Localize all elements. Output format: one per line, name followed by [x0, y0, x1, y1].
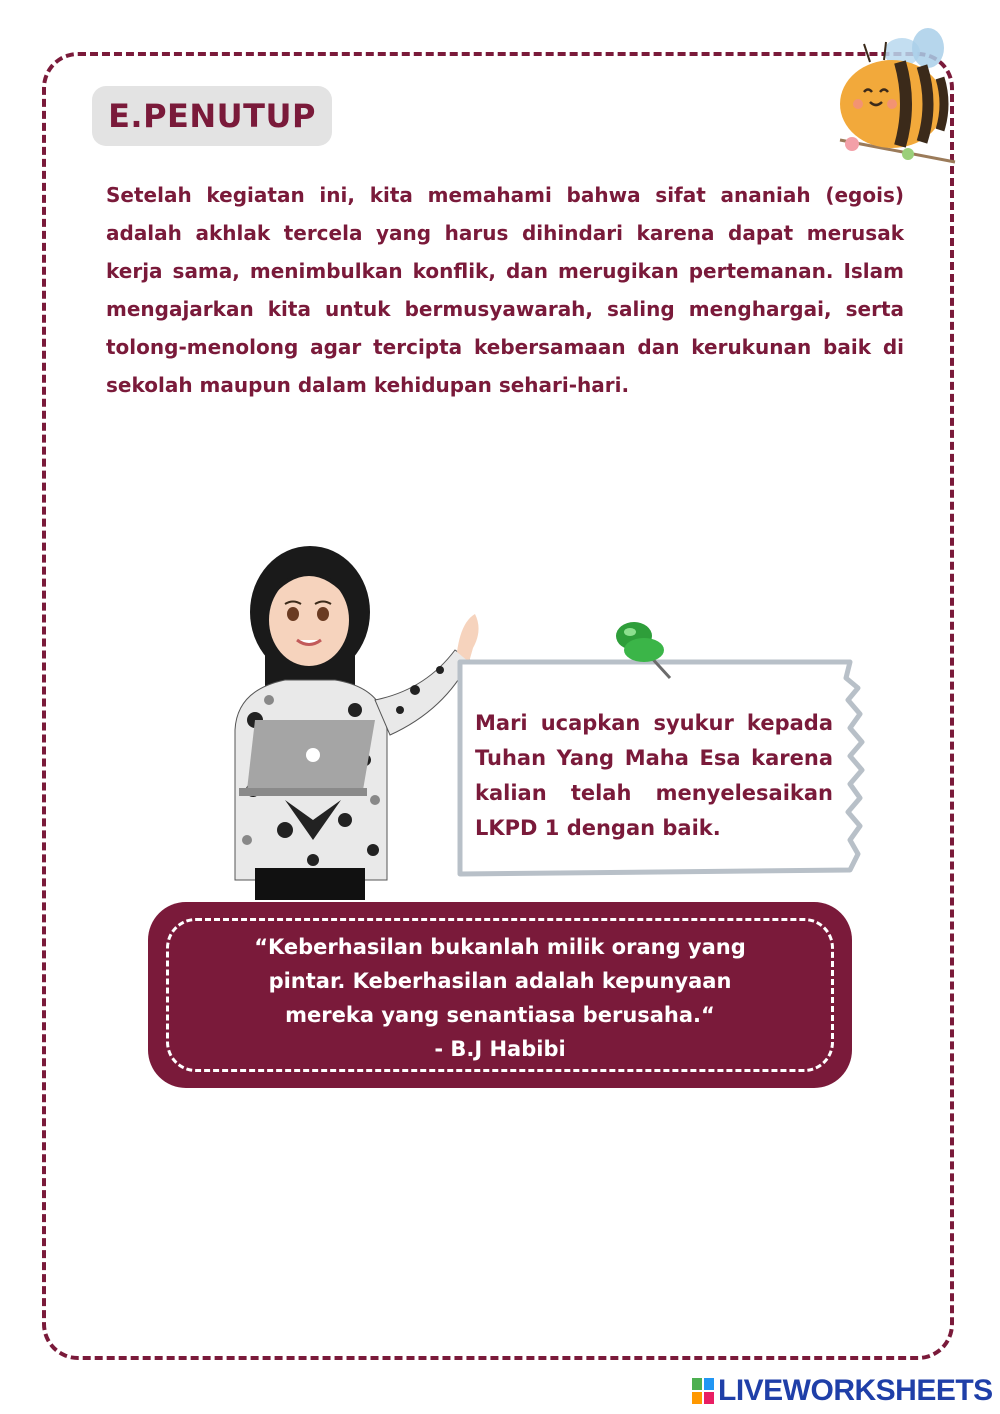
bee-icon [830, 22, 960, 167]
quote-line: pintar. Keberhasilan adalah kepunyaan [268, 969, 732, 993]
quote-text [190, 930, 810, 1066]
quote-author: - B.J Habibi [434, 1037, 566, 1061]
note-message: Mari ucapkan syukur kepada Tuhan Yang Maha Esa karena kalian telah menyelesaikan LKPD 1 dengan baik. [475, 711, 833, 840]
quote-line: mereka yang senantiasa berusaha.“ [285, 1003, 715, 1027]
quote-line: “Keberhasilan bukanlah milik orang yang [254, 935, 746, 959]
section-title: E.PENUTUP [92, 86, 332, 146]
pushpin-icon [608, 616, 678, 684]
closing-paragraph: Setelah kegiatan ini, kita memahami bahwa sifat ananiah (egois) adalah akhlak tercela yang harus dihindari karena dapat merusak kerja sama, menimbulkan konflik, dan merugikan pertemanan. Islam mengajarkan kita untuk bermusyawarah, saling menghargai, serta tolong-menolong agar tercipta kebersamaan dan kerukunan baik di sekolah maupun dalam kehidupan sehari-hari. [106, 183, 904, 397]
brand-name: LIVEWORKSHEETS [718, 1374, 993, 1407]
liveworksheets-logo-icon [692, 1378, 714, 1404]
liveworksheets-brand[interactable] [692, 1374, 993, 1408]
